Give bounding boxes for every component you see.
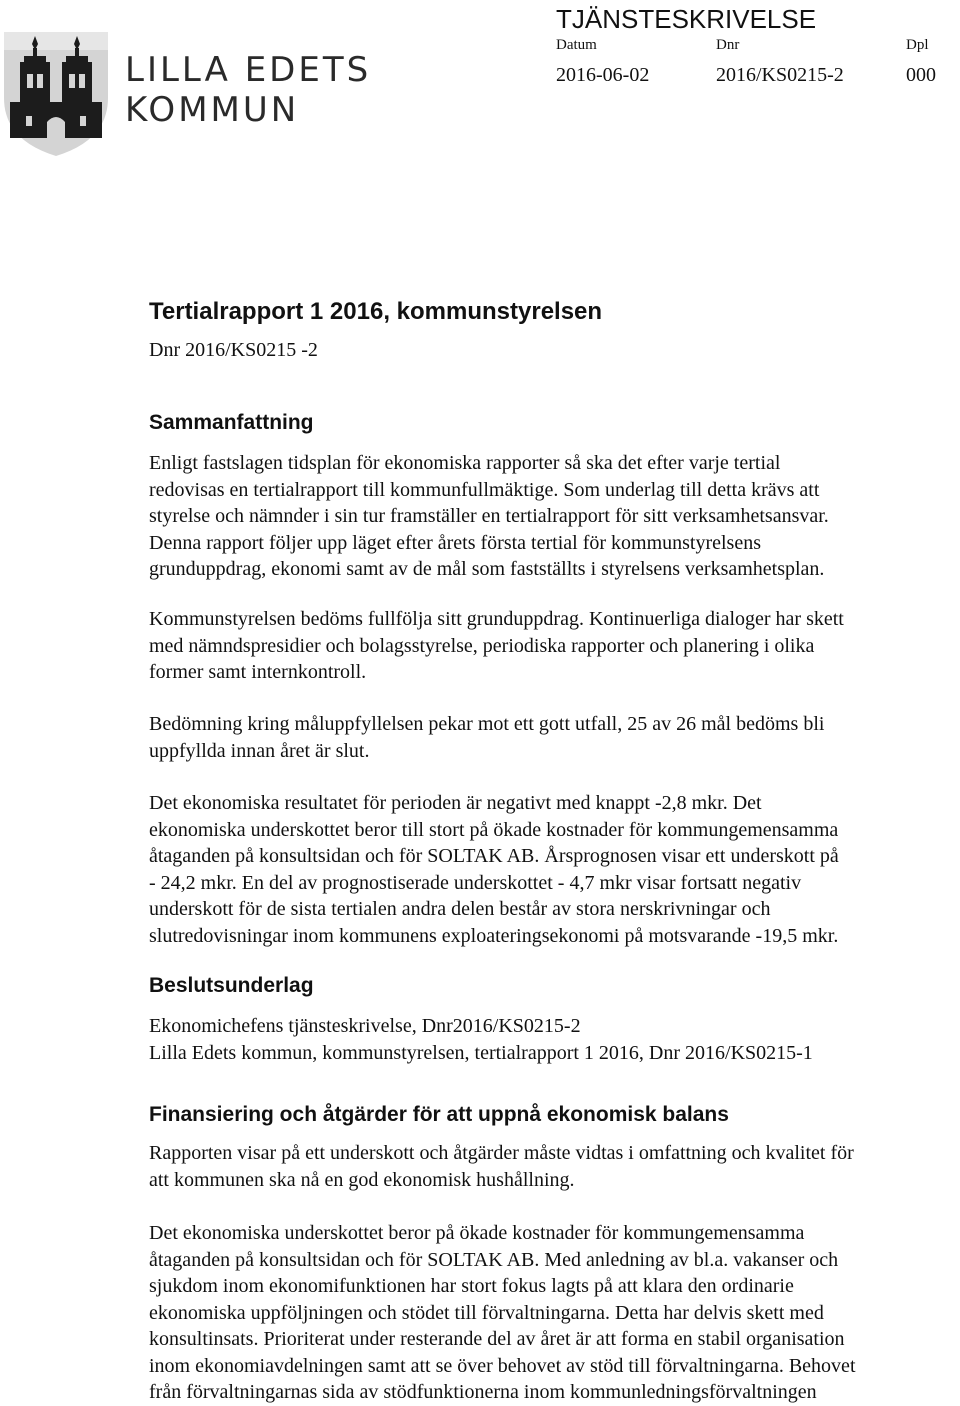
dnr-value: 2016/KS0215-2 xyxy=(716,64,844,86)
text-line: underskott för de sista tertialen andra delen består av stora nerskrivningar och xyxy=(149,898,771,920)
text-line: - 24,2 mkr. En del av prognostiserade underskottet - 4,7 mkr visar fortsatt negativ xyxy=(149,871,802,894)
financing-heading: Finansiering och åtgärder för att uppnå ekonomisk balans xyxy=(149,1103,729,1126)
date-label: Datum xyxy=(556,37,597,53)
text-line: slutredovisningar inom kommunens exploateringsekonomi på motsvarande -19,5 mkr. xyxy=(149,924,839,947)
text-line: grunduppdrag, ekonomi samt av de mål som fastställts i styrelsens verksamhetsplan. xyxy=(149,558,825,580)
text-line: att kommunen ska nå en god ekonomisk hushållning. xyxy=(149,1168,575,1191)
summary-paragraph-4 xyxy=(149,790,960,949)
text-line: Bedömning kring måluppfyllelsen pekar mot ett gott utfall, 25 av 26 mål bedöms bli xyxy=(149,713,825,735)
dpl-label: Dpl xyxy=(906,37,929,53)
text-line: former samt internkontroll. xyxy=(149,661,367,683)
summary-paragraph-3 xyxy=(149,711,960,764)
decision-basis-item: Lilla Edets kommun, kommunstyrelsen, tertialrapport 1 2016, Dnr 2016/KS0215-1 xyxy=(149,1041,813,1064)
coat-of-arms-icon xyxy=(0,28,112,158)
text-line: ekonomiska underskottet beror till stort på ökade kostnader för kommungemensamma xyxy=(149,818,839,841)
decision-basis-list xyxy=(149,1013,960,1066)
dpl-value: 000 xyxy=(906,64,936,86)
text-line: uppfyllda innan året är slut. xyxy=(149,739,370,762)
text-line: med nämndspresidier och bolagsstyrelse, periodiska rapporter och planering i olika xyxy=(149,634,815,657)
summary-paragraph-1 xyxy=(149,450,960,583)
text-line: Enligt fastslagen tidsplan för ekonomiska rapporter så ska det efter varje tertial xyxy=(149,452,781,474)
financing-paragraph-2 xyxy=(149,1220,960,1406)
text-line: Det ekonomiska underskottet beror på ökade kostnader för kommungemensamma xyxy=(149,1222,805,1244)
text-line: sjukdom inom ekonomifunktionen har stort fokus lagts på att klara den ordinarie xyxy=(149,1275,794,1297)
text-line: redovisas en tertialrapport till kommunfullmäktige. Som underlag till detta krävs att xyxy=(149,478,820,501)
text-line: åtaganden på konsultsidan och för SOLTAK AB. Med anledning av bl.a. vakanser och xyxy=(149,1248,839,1271)
dnr-label: Dnr xyxy=(716,37,740,53)
date-value: 2016-06-02 xyxy=(556,64,650,86)
text-line: styrelse och nämnder i sin tur framställer en tertialrapport för sitt verksamhetsansvar. xyxy=(149,505,829,527)
decision-basis-item: Ekonomichefens tjänsteskrivelse, Dnr2016/KS0215-2 xyxy=(149,1015,581,1037)
logo-text-line2: KOMMUN xyxy=(125,90,300,130)
text-line: från förvaltningarnas sida av stödfunktionerna inom kommunledningsförvaltningen xyxy=(149,1381,817,1403)
text-line: Kommunstyrelsen bedöms fullfölja sitt grunduppdrag. Kontinuerliga dialoger har skett xyxy=(149,608,844,630)
logo-text-line1: LILLA EDETS xyxy=(125,50,372,90)
text-line: Det ekonomiska resultatet för perioden är negativt med knappt -2,8 mkr. Det xyxy=(149,792,762,814)
municipality-logo xyxy=(0,28,372,160)
text-line: konsultinsats. Prioriterat under resterande del av året är att forma en stabil organisation xyxy=(149,1328,845,1350)
financing-paragraph-1 xyxy=(149,1140,960,1193)
text-line: ekonomiska uppföljningen och stödet till förvaltningarna. Detta har delvis skett med xyxy=(149,1301,824,1324)
summary-paragraph-2 xyxy=(149,606,960,686)
summary-heading: Sammanfattning xyxy=(149,411,314,434)
document-title: Tertialrapport 1 2016, kommunstyrelsen xyxy=(149,298,603,325)
text-line: Rapporten visar på ett underskott och åtgärder måste vidtas i omfattning och kvalitet för xyxy=(149,1142,854,1164)
document-dnr: Dnr 2016/KS0215 -2 xyxy=(149,339,318,361)
decision-basis-heading: Beslutsunderlag xyxy=(149,974,314,997)
text-line: inom ekonomiavdelningen samt att se över behovet av stöd till förvaltningarna. Behovet xyxy=(149,1354,856,1377)
text-line: åtaganden på konsultsidan och för SOLTAK AB. Årsprognosen visar ett underskott på xyxy=(149,845,839,867)
text-line: Denna rapport följer upp läget efter årets första tertial för kommunstyrelsens xyxy=(149,531,762,554)
document-type: TJÄNSTESKRIVELSE xyxy=(556,4,817,34)
